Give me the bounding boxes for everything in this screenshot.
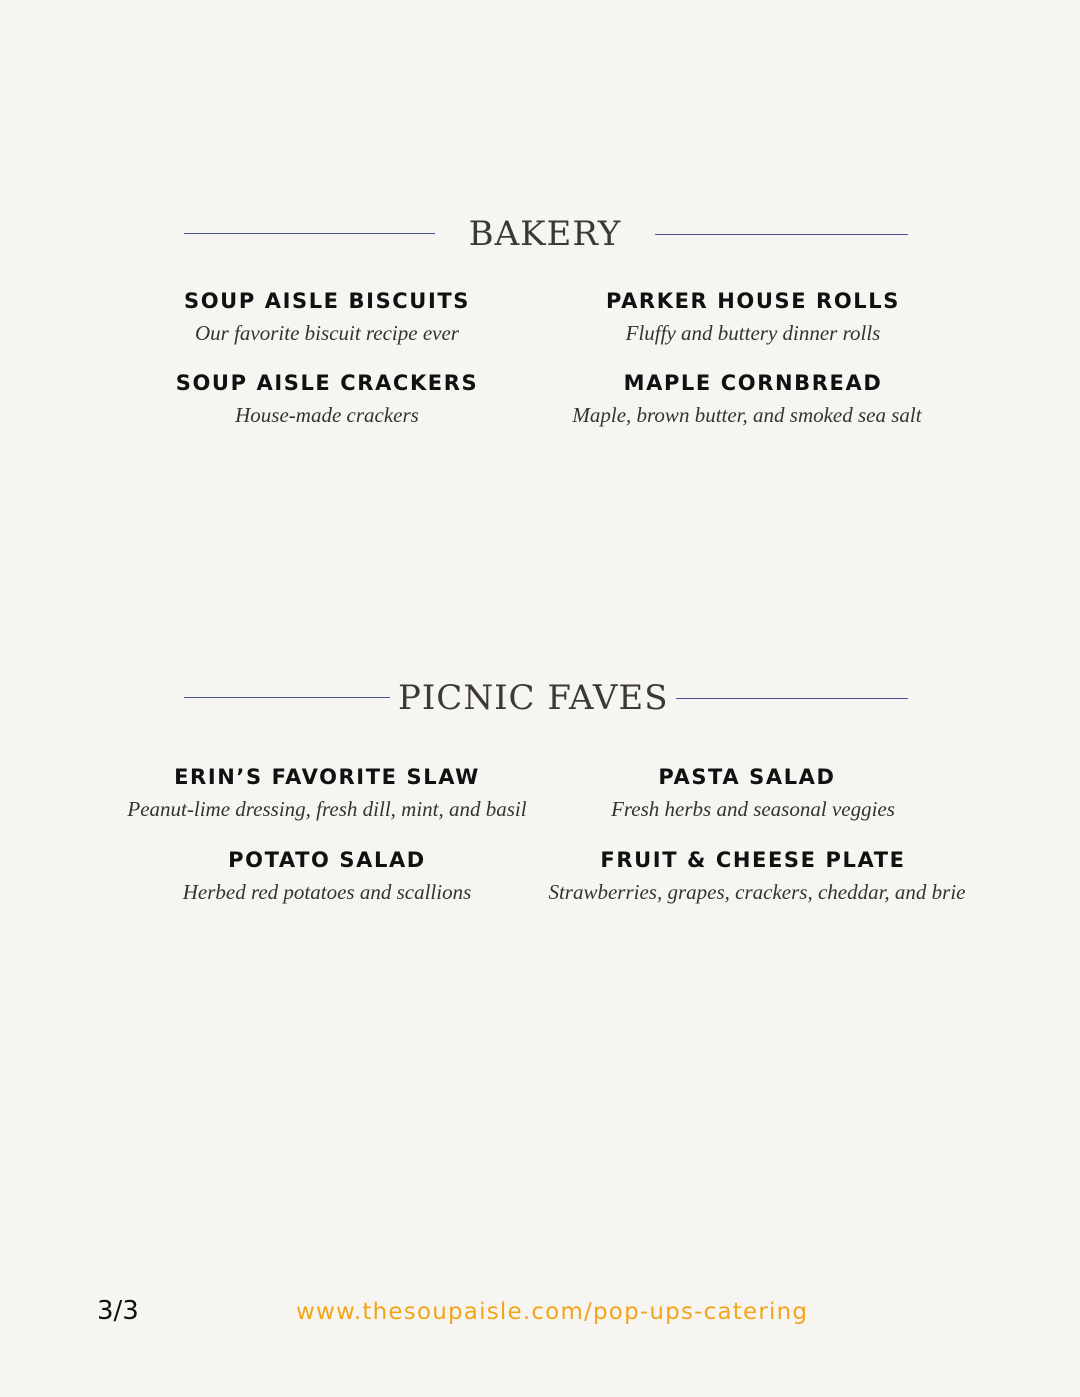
menu-item-name: MAPLE CORNBREAD (623, 371, 883, 395)
menu-item (543, 763, 963, 824)
menu-item-description: Fresh herbs and seasonal veggies (611, 797, 895, 821)
menu-item-name: FRUIT & CHEESE PLATE (600, 848, 906, 872)
menu-item-description: Peanut-lime dressing, fresh dill, mint, and basil (127, 797, 527, 821)
menu-item (117, 369, 537, 430)
menu-item (107, 763, 547, 824)
menu-item-description: Maple, brown butter, and smoked sea salt (572, 403, 922, 427)
bakery-rule-left (184, 233, 435, 234)
menu-item-description: Strawberries, grapes, crackers, cheddar, and brie (548, 880, 966, 904)
website-link[interactable]: www.thesoupaisle.com/pop-ups-catering (296, 1299, 809, 1325)
menu-item (117, 846, 537, 907)
menu-item (527, 369, 967, 430)
menu-item (527, 846, 987, 907)
bakery-rule-right (655, 234, 908, 235)
picnic-rule-left (184, 697, 390, 698)
menu-item-name: SOUP AISLE CRACKERS (175, 371, 479, 395)
picnic-rule-right (676, 698, 908, 699)
menu-item (117, 287, 537, 348)
menu-item-name: POTATO SALAD (228, 848, 426, 872)
menu-item-name: SOUP AISLE BISCUITS (183, 289, 471, 313)
bakery-header (0, 209, 1080, 259)
menu-item-name: PASTA SALAD (658, 765, 836, 789)
picnic-faves-header (0, 673, 1080, 723)
menu-item (543, 287, 963, 348)
picnic-faves-title: PICNIC FAVES (398, 678, 669, 718)
menu-item-name: ERIN’S FAVORITE SLAW (174, 765, 480, 789)
page-number: 3/3 (97, 1296, 139, 1326)
menu-item-description: Fluffy and buttery dinner rolls (625, 321, 881, 345)
menu-item-name: PARKER HOUSE ROLLS (606, 289, 900, 313)
menu-item-description: House-made crackers (235, 403, 419, 427)
bakery-title: BAKERY (468, 214, 622, 254)
menu-item-description: Herbed red potatoes and scallions (182, 880, 472, 904)
menu-item-description: Our favorite biscuit recipe ever (195, 321, 459, 345)
